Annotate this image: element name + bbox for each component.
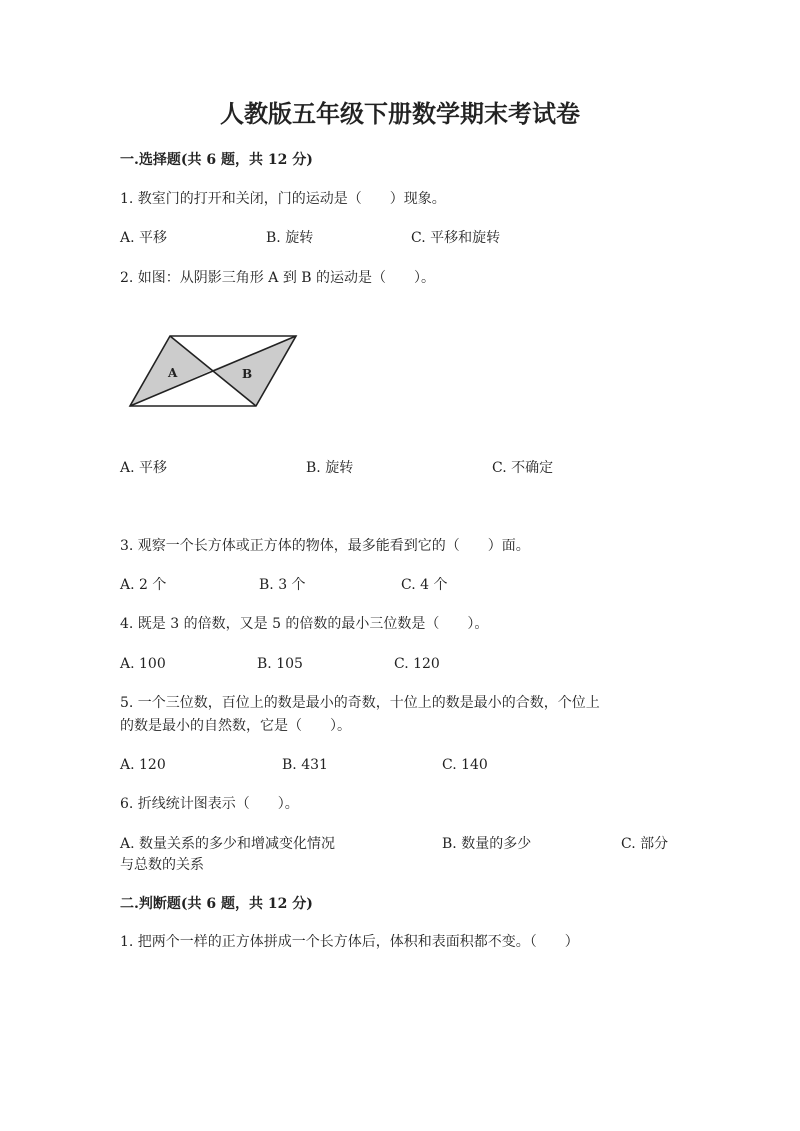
question-4-option-c: C. 120 <box>394 656 440 672</box>
parallelogram-figure <box>124 330 304 418</box>
question-2-option-b: B. 旋转 <box>306 460 354 476</box>
question-6-option-c-continuation: 与总数的关系 <box>120 857 204 873</box>
question-1-stem: 1. 教室门的打开和关闭，门的运动是（ ）现象。 <box>120 191 446 207</box>
question-3-option-a: A. 2 个 <box>120 577 167 593</box>
question-1-option-a: A. 平移 <box>120 230 168 246</box>
parallelogram-svg <box>124 330 304 414</box>
question-5-stem-line-2: 的数是最小的自然数，它是（ ）。 <box>120 718 351 734</box>
question-2-option-a: A. 平移 <box>120 460 168 476</box>
question-3-option-c: C. 4 个 <box>401 577 448 593</box>
label-b: B <box>242 367 253 381</box>
question-6-stem: 6. 折线统计图表示（ ）。 <box>120 796 299 812</box>
question-4-stem: 4. 既是 3 的倍数，又是 5 的倍数的最小三位数是（ ）。 <box>120 616 489 632</box>
question-4-option-b: B. 105 <box>257 656 303 672</box>
question-5-option-a: A. 120 <box>120 757 166 773</box>
question-3-stem: 3. 观察一个长方体或正方体的物体，最多能看到它的（ ）面。 <box>120 538 530 554</box>
question-6-option-c: C. 部分 <box>621 836 669 852</box>
question-5-stem-line-1: 5. 一个三位数，百位上的数是最小的奇数，十位上的数是最小的合数，个位上 <box>120 695 600 711</box>
question-5-option-b: B. 431 <box>282 757 328 773</box>
question-2-stem: 2. 如图：从阴影三角形 A 到 B 的运动是（ ）。 <box>120 270 436 286</box>
judgment-question-1-stem: 1. 把两个一样的正方体拼成一个长方体后，体积和表面积都不变。（ ） <box>120 934 579 950</box>
question-4-option-a: A. 100 <box>120 656 166 672</box>
exam-title: 人教版五年级下册数学期末考试卷 <box>220 99 580 128</box>
question-5-option-c: C. 140 <box>442 757 488 773</box>
question-3-option-b: B. 3 个 <box>259 577 306 593</box>
question-1-option-b: B. 旋转 <box>266 230 314 246</box>
question-2-option-c: C. 不确定 <box>492 460 554 476</box>
section-heading-multiple-choice: 一.选择题(共 6 题，共 12 分) <box>120 152 313 168</box>
question-6-option-a: A. 数量关系的多少和增减变化情况 <box>120 836 336 852</box>
shaded-triangle-b <box>212 336 296 406</box>
question-6-option-b: B. 数量的多少 <box>442 836 532 852</box>
section-heading-true-false: 二.判断题(共 6 题，共 12 分) <box>120 896 313 912</box>
label-a: A <box>168 366 178 380</box>
question-1-option-c: C. 平移和旋转 <box>411 230 501 246</box>
